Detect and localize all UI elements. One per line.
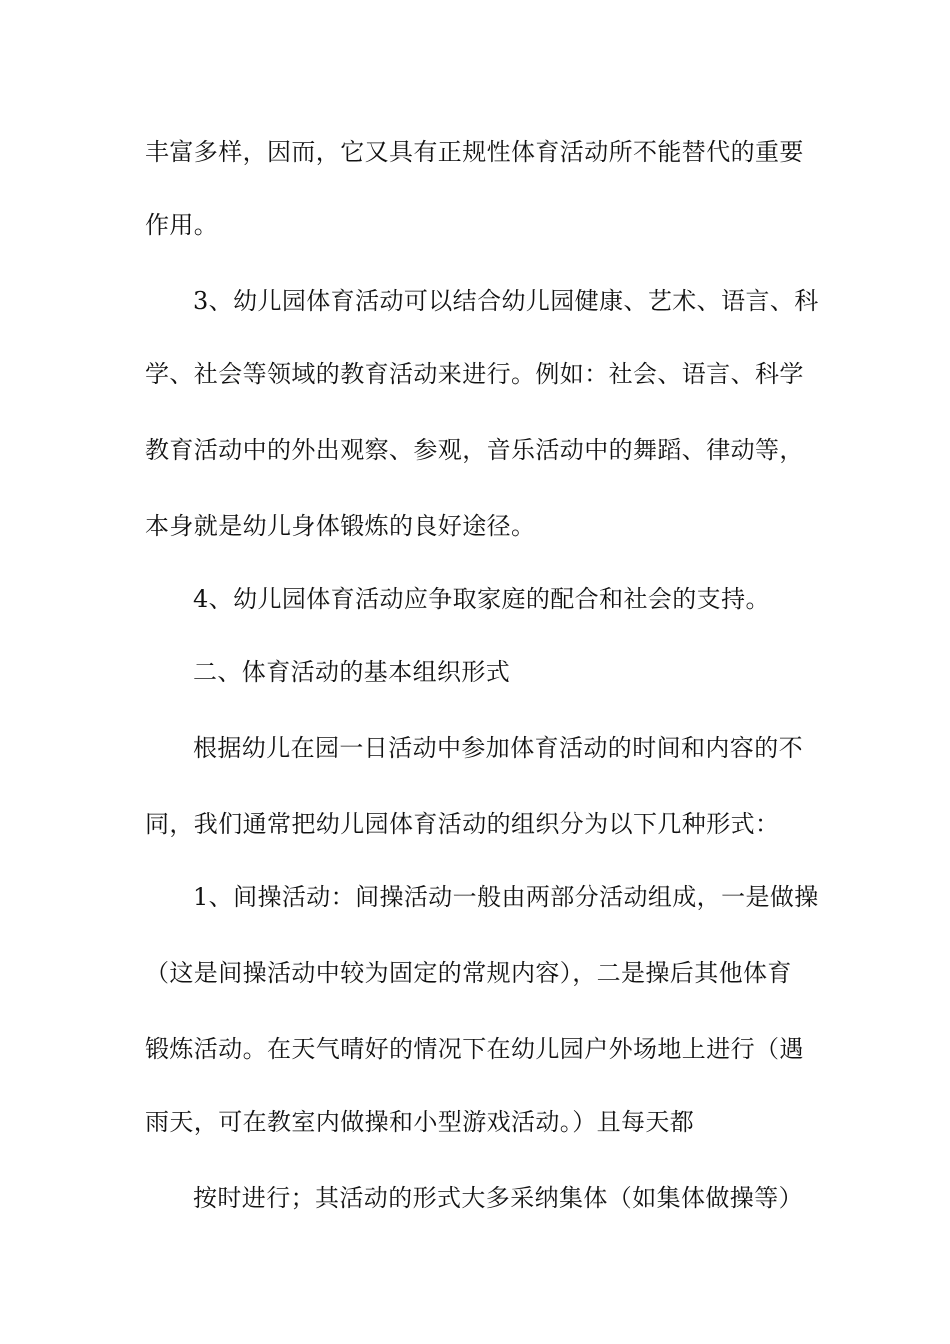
text-line-5: 教育活动中的外出观察、参观，音乐活动中的舞蹈、律动等， xyxy=(145,436,804,464)
text-line-4: 学、社会等领域的教育活动来进行。例如：社会、语言、科学 xyxy=(145,360,804,388)
text-line-13: 锻炼活动。在天气晴好的情况下在幼儿园户外场地上进行（遇 xyxy=(145,1035,804,1063)
text-line-14: 雨天，可在教室内做操和小型游戏活动。）且每天都 xyxy=(145,1108,695,1136)
text-line-6: 本身就是幼儿身体锻炼的良好途径。 xyxy=(145,512,536,540)
text-line-11: 1、间操活动：间操活动一般由两部分活动组成，一是做操 xyxy=(193,883,819,911)
text-line-12: （这是间操活动中较为固定的常规内容），二是操后其他体育 xyxy=(145,959,792,987)
text-line-15: 按时进行；其活动的形式大多采纳集体（如集体做操等） xyxy=(193,1184,803,1212)
text-line-7: 4、幼儿园体育活动应争取家庭的配合和社会的支持。 xyxy=(193,585,770,613)
section-heading: 二、体育活动的基本组织形式 xyxy=(193,658,511,686)
text-line-2: 作用。 xyxy=(145,211,219,239)
text-line-3: 3、幼儿园体育活动可以结合幼儿园健康、艺术、语言、科 xyxy=(193,287,819,315)
text-line-10: 同，我们通常把幼儿园体育活动的组织分为以下几种形式： xyxy=(145,810,780,838)
text-line-1: 丰富多样，因而，它又具有正规性体育活动所不能替代的重要 xyxy=(145,138,804,166)
text-line-9: 根据幼儿在园一日活动中参加体育活动的时间和内容的不 xyxy=(193,734,803,762)
